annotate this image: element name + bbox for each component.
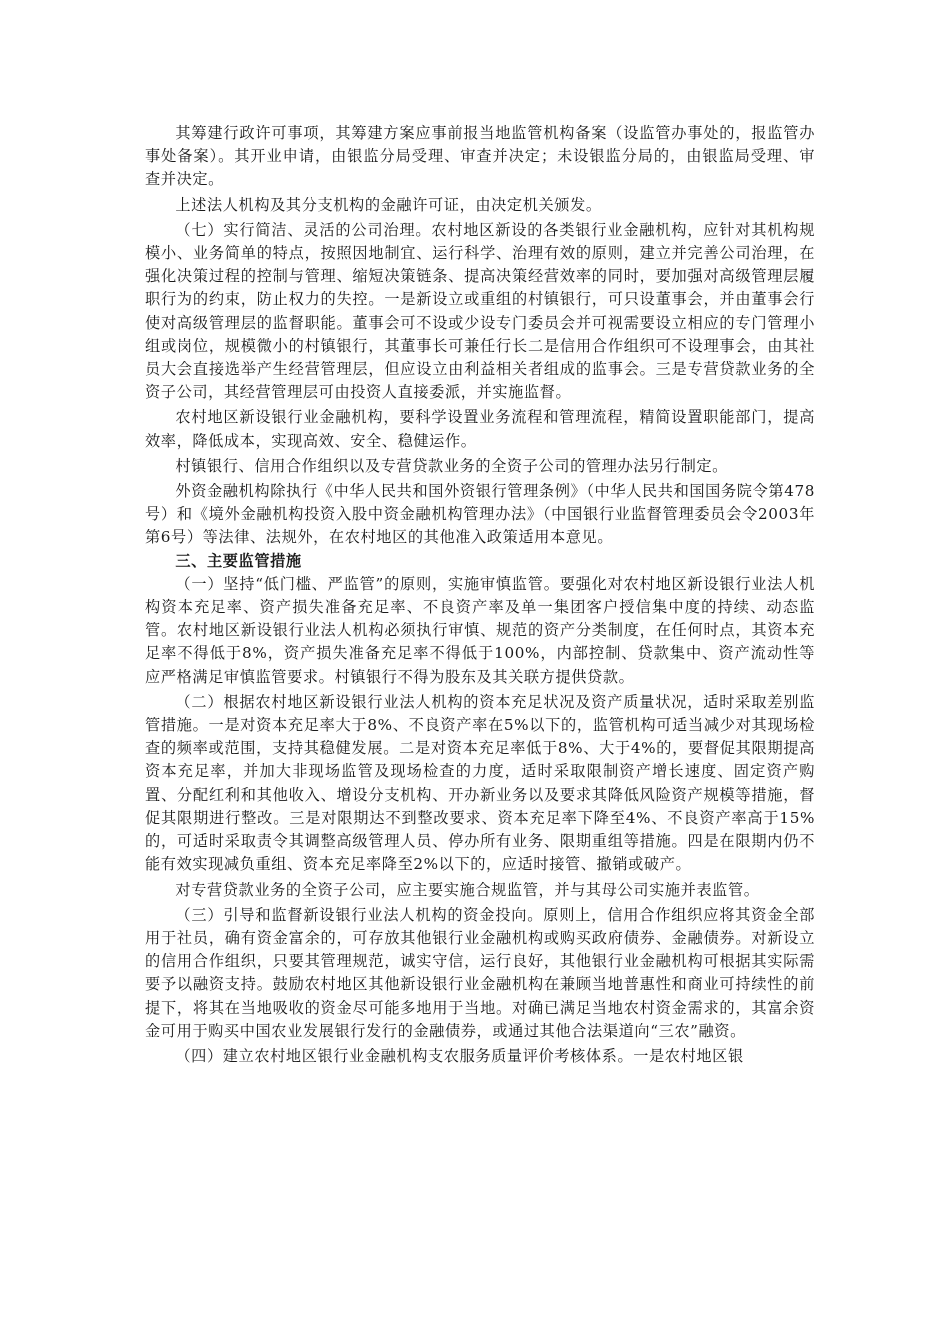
paragraph-prudential-supervision: （一）坚持“低门槛、严监管”的原则，实施审慎监管。要强化对农村地区新设银行业法人机构资本充足率、资产损失准备充足率、不良资产率及单一集团客户授信集中度的持续、动态监管。农村地区新设银行业法人机构必须执行审慎、规范的资产分类制度，在任何时点，其资本充足率不得低于8%，资产损失准备充足率不得低于100%，内部控制、贷款集中、资产流动性等应严格满足审慎监管要求。村镇银行不得为股东及其关联方提供贷款。 — [145, 574, 815, 686]
paragraph-foreign-institutions: 外资金融机构除执行《中华人民共和国外资银行管理条例》（中华人民共和国国务院令第478号）和《境外金融机构投资入股中资金融机构管理办法》（中国银行业监督管理委员会令2003年第6号）等法律、法规外，在农村地区的其他准入政策适用本意见。 — [145, 482, 815, 547]
paragraph-differentiated-measures: （二）根据农村地区新设银行业法人机构的资本充足状况及资产质量状况，适时采取差别监管措施。一是对资本充足率大于8%、不良资产率在5%以下的，监管机构可适当减少对其现场检查的频率或范围，支持其稳健发展。二是对资本充足率低于8%、大于4%的，要督促其限期提高资本充足率，并加大非现场监管及现场检查的力度，适时采取限制资产增长速度、固定资产购置、分配红利和其他收入、增设分支机构、开办新业务以及要求其降低风险资产规模等措施，督促其限期进行整改。三是对限期达不到整改要求、资本充足率下降至4%、不良资产率高于15%的，可适时采取责令其调整高级管理人员、停办所有业务、限期重组等措施。四是在限期内仍不能有效实现减负重组、资本充足率降至2%以下的，应适时接管、撤销或破产。 — [145, 692, 815, 874]
section-heading: 三、主要监管措施 — [175, 551, 302, 570]
paragraph-compliance-supervision: 对专营贷款业务的全资子公司，应主要实施合规监管，并与其母公司实施并表监管。 — [175, 880, 760, 899]
paragraph-license-issuance: 上述法人机构及其分支机构的金融许可证，由决定机关颁发。 — [175, 195, 602, 214]
paragraph-business-process: 农村地区新设银行业金融机构，要科学设置业务流程和管理流程，精简设置职能部门，提高效率，降低成本，实现高效、安全、稳健运作。 — [145, 408, 815, 450]
paragraph-filing-approval: 其筹建行政许可事项，其筹建方案应事前报当地监管机构备案（设监管办事处的，报监管办事处备案）。其开业申请，由银监分局受理、审查并决定；未设银监分局的，由银监局受理、审查并决定。 — [145, 124, 815, 189]
paragraph-corporate-governance: （七）实行简洁、灵活的公司治理。农村地区新设的各类银行业金融机构，应针对其机构规模小、业务简单的特点，按照因地制宜、运行科学、治理有效的原则，建立并完善公司治理，在强化决策过程的控制与管理、缩短决策链条、提高决策经营效率的同时，要加强对高级管理层履职行为的约束，防止权力的失控。一是新设立或重组的村镇银行，可只设董事会，并由董事会行使对高级管理层的监督职能。董事会可不设或少设专门委员会并可视需要设立相应的专门管理小组或岗位，规模微小的村镇银行，其董事长可兼任行长二是信用合作组织可不设理事会，由其社员大会直接选举产生经营管理层，但应设立由利益相关者组成的监事会。三是专营贷款业务的全资子公司，其经营管理层可由投资人直接委派，并实施监督。 — [145, 220, 815, 402]
paragraph-fund-allocation: （三）引导和监督新设银行业法人机构的资金投向。原则上，信用合作组织应将其资金全部用于社员，确有资金富余的，可存放其他银行业金融机构或购买政府债券、金融债券。对新设立的信用合作组织，只要其管理规范，诚实守信，运行良好，其他银行业金融机构可根据其实际需要予以融资支持。鼓励农村地区其他新设银行业金融机构在兼顾当地普惠性和商业可持续性的前提下，将其在当地吸收的资金尽可能多地用于当地。对确已满足当地农村资金需求的，其富余资金可用于购买中国农业发展银行发行的金融债券，或通过其他合法渠道向“三农”融资。 — [145, 905, 815, 1040]
paragraph-management-rules: 村镇银行、信用合作组织以及专营贷款业务的全资子公司的管理办法另行制定。 — [175, 456, 728, 475]
paragraph-evaluation-system: （四）建立农村地区银行业金融机构支农服务质量评价考核体系。一是农村地区银 — [175, 1046, 744, 1065]
document-body — [145, 122, 815, 1068]
